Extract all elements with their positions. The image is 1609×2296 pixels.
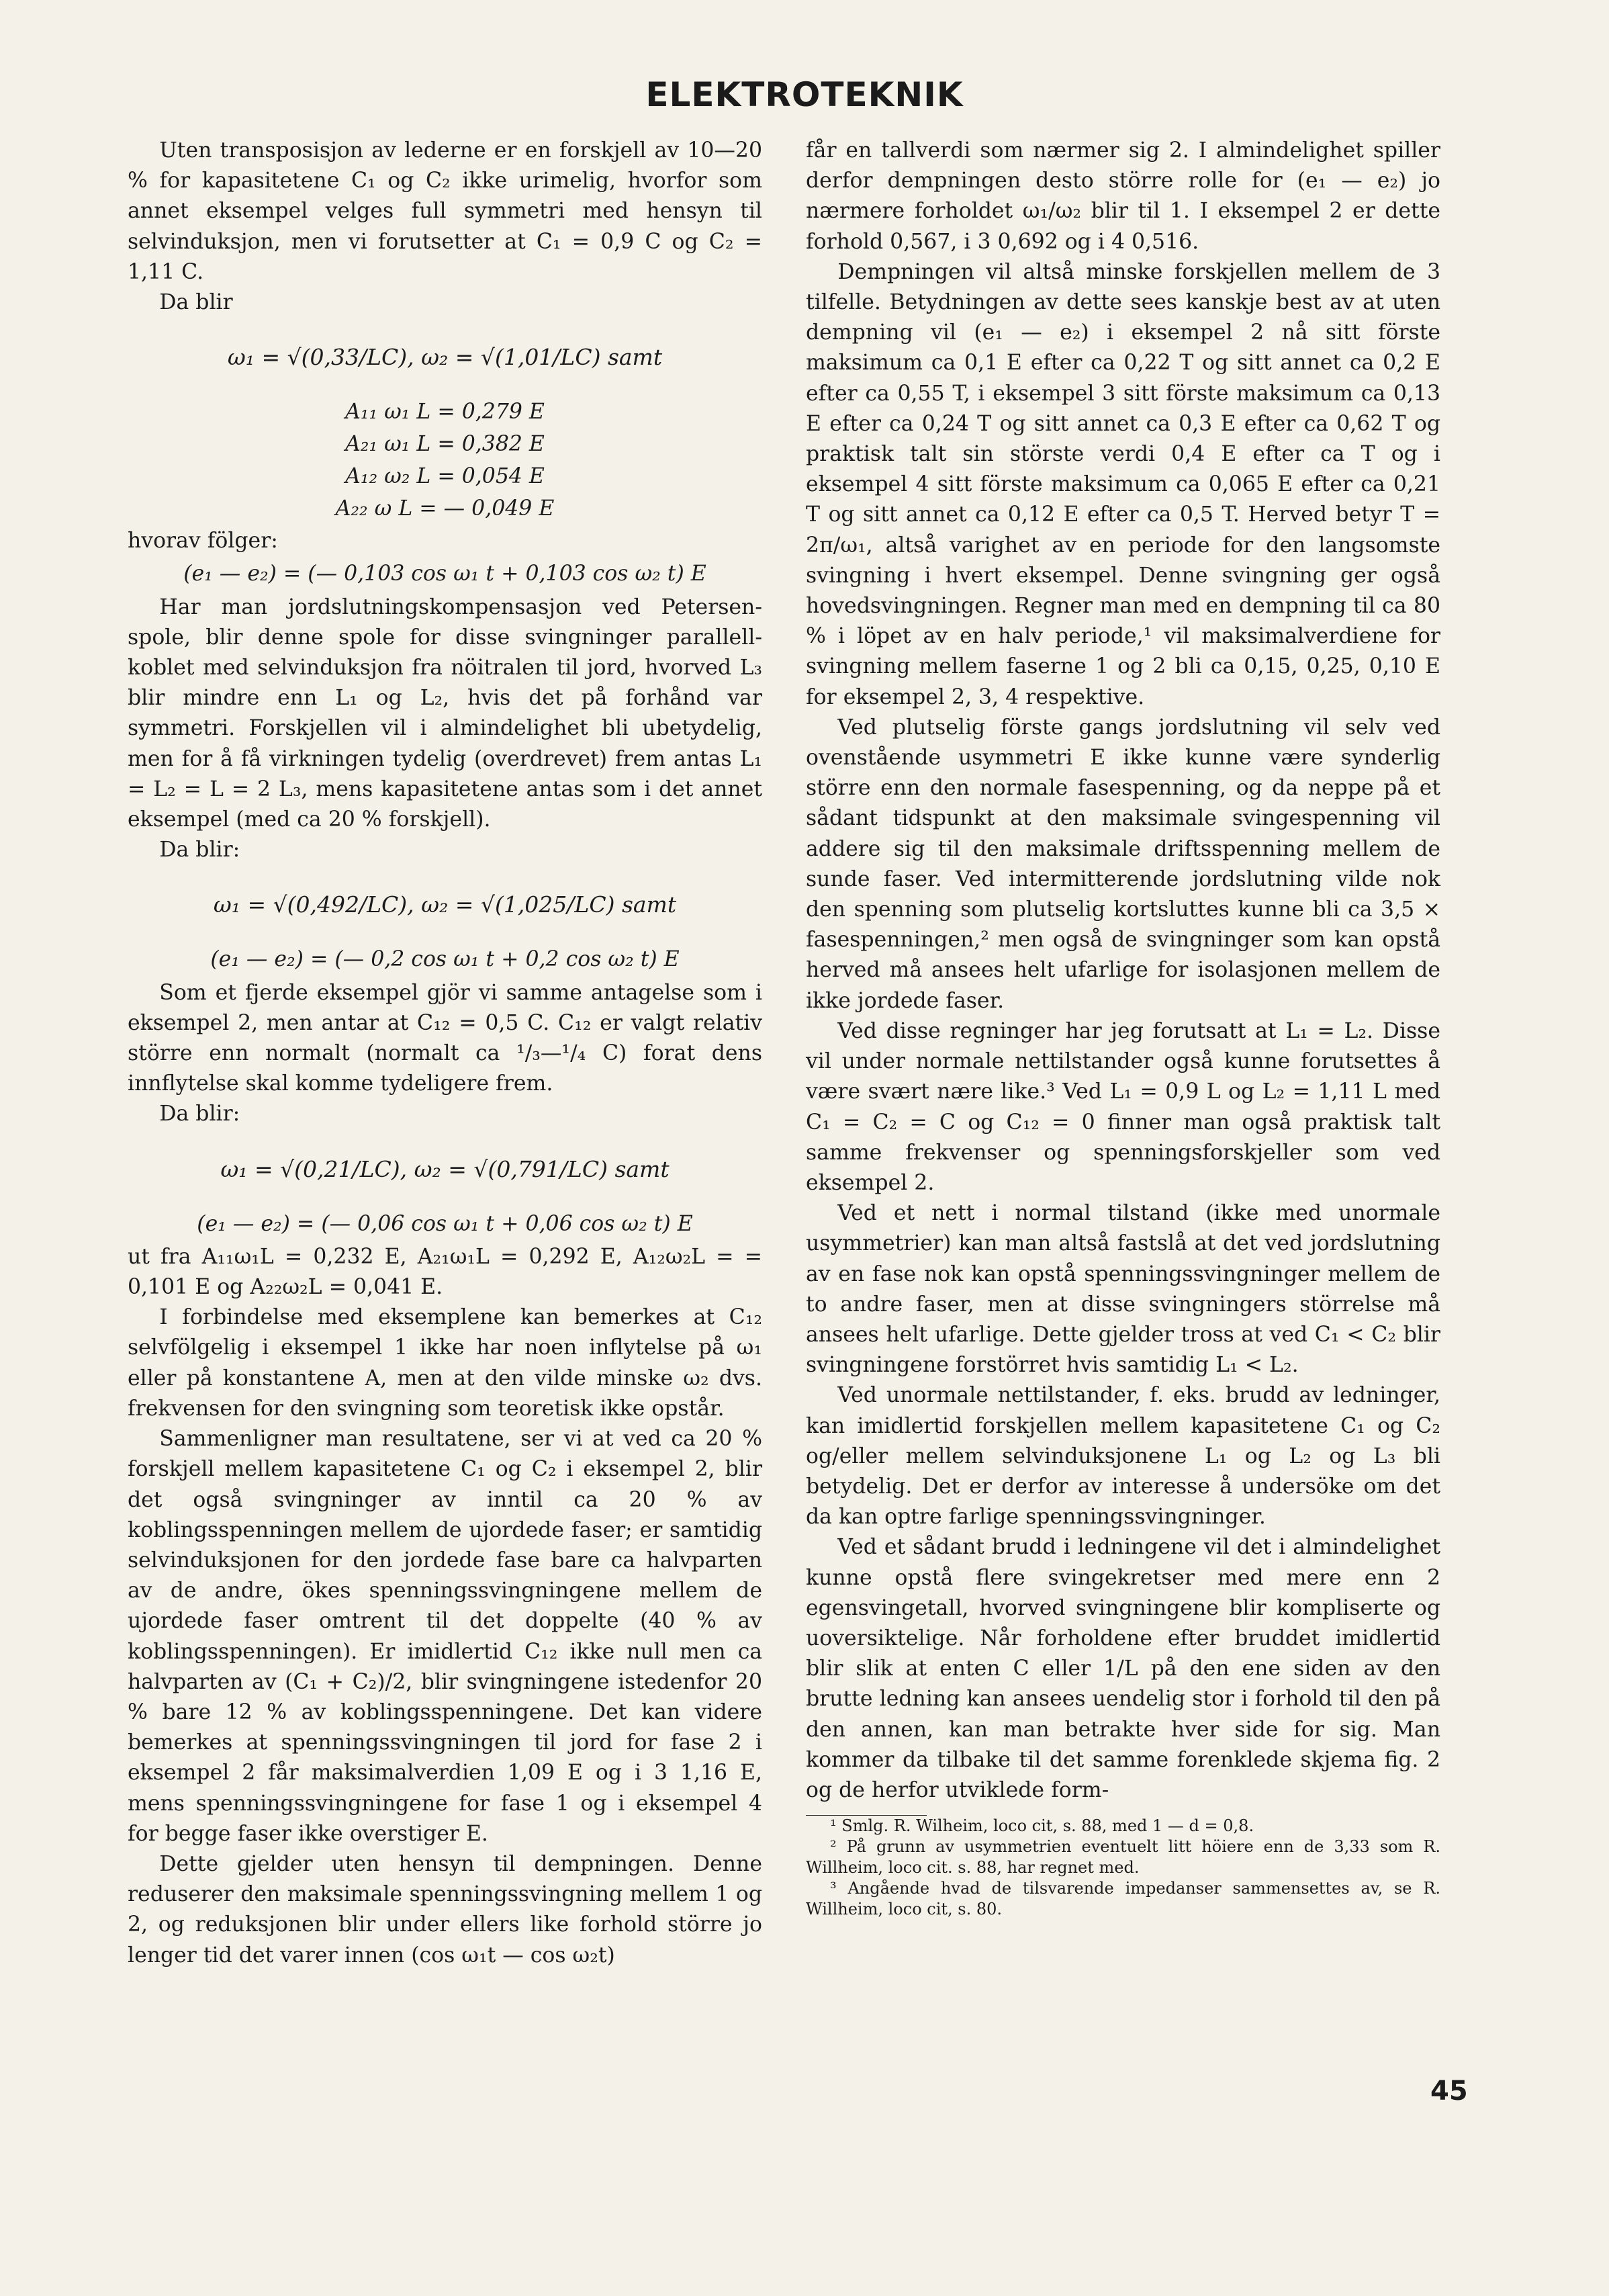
paragraph: Da blir: (159, 1102, 240, 1127)
paragraph: I forbindelse med eksemplene kan bemerkes at C₁₂ selvfölgelig i eksempel 1 ikke har noen inflytelse på ω₁ eller på konstantene A, men at den vilde minske ω₂ dvs. frekvensen for den svingning som teoretisk ikke opstår. (128, 1305, 762, 1421)
paragraph: Uten transposisjon av lederne er en forskjell av 10—20 % for kapasitetene C₁ og C₂ ikke urimelig, hvorfor som annet eksempel velges full symmetri med hensyn til selvinduksjon, men vi forutsetter at C₁ = 0,9 C og C₂ = 1,11 C. (128, 138, 762, 284)
paragraph: hvorav fölger: (128, 529, 278, 554)
page-number: 45 (1430, 2076, 1468, 2107)
section-header: ELEKTROTEKNIK (645, 75, 964, 114)
paragraph: Ved et sådant brudd i ledningene vil det i almindelighet kunne opstå flere svingekretser med mere enn 2 egensvingetall, hvorved svingningene blir kompliserte og uoversiktelige. Når forholdene efter bruddet imidlertid blir slik at enten C eller 1/L på den ene siden av den brutte ledning kan ansees uendelig stor i forhold til den på den annen, kan man betrakte hver side for sig. Man kommer da tilbake til det samme forenklede skjema fig. 2 og de herfor utviklede form- (806, 1535, 1440, 1802)
equation: A₂₁ ω₁ L = 0,382 E (345, 432, 545, 457)
paragraph: Ved plutselig förste gangs jordslutning vil selv ved ovenstående usymmetri E ikke kunne være synderlig större enn den normale fasespenning, og da neppe på et sådant tidspunkt at den maksimale svingespenning vil addere sig til den maksimale driftsspenning mellem de sunde faser. Ved intermitterende jordslutning vilde nok den spenning som plutselig kortsluttes kunne bli ca 3,5 × fasespenningen,² men også de svingninger som kan opstå herved må ansees helt ufarlige for isolasjonen mellem de ikke jordede faser. (806, 715, 1440, 1013)
paragraph: Da blir: (159, 838, 240, 863)
paragraph: får en tallverdi som nærmer sig 2. I almindelighet spiller derfor dempningen desto större rolle for (e₁ — e₂) jo nærmere forholdet ω₁/ω₂ blir til 1. I eksempel 2 er dette forhold 0,567, i 3 0,692 og i 4 0,516. (806, 138, 1440, 254)
footnote: ³ Angående hvad de tilsvarende impedanser sammensettes av, se R. Willheim, loco cit, s. 80. (806, 1879, 1440, 1919)
paragraph: Dette gjelder uten hensyn til dempningen. Denne reduserer den maksimale spenningssvingning mellem 1 og 2, og reduksjonen blir under ellers like forhold större jo lenger tid det varer innen (cos ω₁t — cos ω₂t) (128, 1851, 762, 1968)
paragraph: Ved disse regninger har jeg forutsatt at L₁ = L₂. Disse vil under normale nettilstander også kunne forutsettes å være svært nære like.³ Ved L₁ = 0,9 L og L₂ = 1,11 L med C₁ = C₂ = C og C₁₂ = 0 finner man også praktisk talt samme frekvenser og spenningsforskjeller som ved eksempel 2. (806, 1018, 1440, 1195)
paragraph: ut fra A₁₁ω₁L = 0,232 E, A₂₁ω₁L = 0,292 E, A₁₂ω₂L = = 0,101 E og A₂₂ω₂L = 0,041 E. (128, 1244, 762, 1300)
footnote: ¹ Smlg. R. Wilheim, loco cit, s. 88, med 1 — d = 0,8. (830, 1816, 1254, 1836)
equation: (e₁ — e₂) = (— 0,06 cos ω₁ t + 0,06 cos ω₂ t) E (197, 1211, 693, 1236)
paragraph: Har man jordslutningskompensasjon ved Petersen-spole, blir denne spole for disse svingninger parallell-koblet med selvinduksjon fra nöitralen til jord, hvorved L₃ blir mindre enn L₁ og L₂, hvis det på forhånd var symmetri. Forskjellen vil i almindelighet bli ubetydelig, men for å få virkningen tydelig (overdrevet) frem antas L₁ = L₂ = L = 2 L₃, mens kapasitetene antas som i det annet eksempel (med ca 20 % forskjell). (128, 594, 762, 832)
equation: A₁₂ ω₂ L = 0,054 E (345, 464, 545, 489)
paragraph: Dempningen vil altså minske forskjellen mellem de 3 tilfelle. Betydningen av dette sees kanskje best av at uten dempning vil (e₁ — e₂) i eksempel 2 nå sitt förste maksimum ca 0,1 E efter ca 0,22 T og sitt annet ca 0,2 E efter ca 0,55 T, i eksempel 3 sitt förste maksimum ca 0,13 E efter ca 0,24 T og sitt annet ca 0,3 E efter ca 0,62 T og praktisk talt sin störste verdi 0,4 E efter ca T og i eksempel 4 sitt förste maksimum ca 0,065 E efter ca 0,21 T og sitt annet ca 0,12 E efter ca 0,5 T. Herved betyr T = 2π/ω₁, altså varighet av en periode for den langsomste svingning i hvert eksempel. Denne svingning ger også hovedsvingningen. Regner man med en dempning til ca 80 % i löpet av en halv periode,¹ vil maksimalverdiene for svingning mellem faserne 1 og 2 bli ca 0,15, 0,25, 0,10 E for eksempel 2, 3, 4 respektive. (806, 259, 1440, 709)
left-column (128, 136, 762, 1971)
equation: A₂₂ ω L = — 0,049 E (335, 496, 555, 521)
equation: (e₁ — e₂) = (— 0,103 cos ω₁ t + 0,103 cos ω₂ t) E (183, 562, 706, 586)
paragraph: Ved et nett i normal tilstand (ikke med unormale usymmetrier) kan man altså fastslå at det ved jordslutning av en fase nok kan opstå spenningssvingninger mellem de to andre faser, men at disse svingningers störrelse må ansees helt ufarlige. Dette gjelder tross at ved C₁ < C₂ blir svingningene forstörret hvis samtidig L₁ < L₂. (806, 1201, 1440, 1378)
right-column (806, 136, 1440, 1920)
footnote: ² På grunn av usymmetrien eventuelt litt höiere enn de 3,33 som R. Willheim, loco cit. s. 88, har regnet med. (806, 1837, 1440, 1878)
equation: A₁₁ ω₁ L = 0,279 E (345, 400, 545, 425)
equation: ω₁ = √(0,21/LC), ω₂ = √(0,791/LC) samt (220, 1155, 670, 1182)
paragraph: Som et fjerde eksempel gjör vi samme antagelse som i eksempel 2, men antar at C₁₂ = 0,5 C. C₁₂ er valgt relativ större enn normalt (normalt ca ¹/₃—¹/₄ C) forat dens innflytelse skal komme tydeligere frem. (128, 980, 762, 1096)
paragraph: Da blir (159, 290, 233, 315)
equation: ω₁ = √(0,33/LC), ω₂ = √(1,01/LC) samt (227, 344, 663, 371)
paragraph: Sammenligner man resultatene, ser vi at ved ca 20 % forskjell mellem kapasitetene C₁ og C₂ i eksempel 2, blir det også svingninger av inntil ca 20 % av koblingsspenningen mellem de ujordede faser; er samtidig selvinduksjonen for den jordede fase bare ca halvparten av de andre, ökes spenningssvingningene mellem de ujordede faser omtrent til det doppelte (40 % av koblingsspenningen). Er imidlertid C₁₂ ikke null men ca halvparten av (C₁ + C₂)/2, blir svingningene istedenfor 20 % bare 12 % av koblingsspenningene. Det kan videre bemerkes at spenningssvingningen til jord for fase 2 i eksempel 2 får maksimalverdien 1,09 E og i 3 1,16 E, mens spenningssvingningene for fase 1 og i eksempel 4 for begge faser ikke overstiger E. (128, 1427, 762, 1846)
paragraph: Ved unormale nettilstander, f. eks. brudd av ledninger, kan imidlertid forskjellen mellem kapasitetene C₁ og C₂ og/eller mellem selvinduksjonene L₁ og L₂ og L₃ bli betydelig. Det er derfor av interesse å undersöke om det da kan optre farlige spenningssvingninger. (806, 1383, 1440, 1530)
equation: (e₁ — e₂) = (— 0,2 cos ω₁ t + 0,2 cos ω₂ t) E (210, 947, 680, 972)
equation: ω₁ = √(0,492/LC), ω₂ = √(1,025/LC) samt (213, 891, 677, 918)
